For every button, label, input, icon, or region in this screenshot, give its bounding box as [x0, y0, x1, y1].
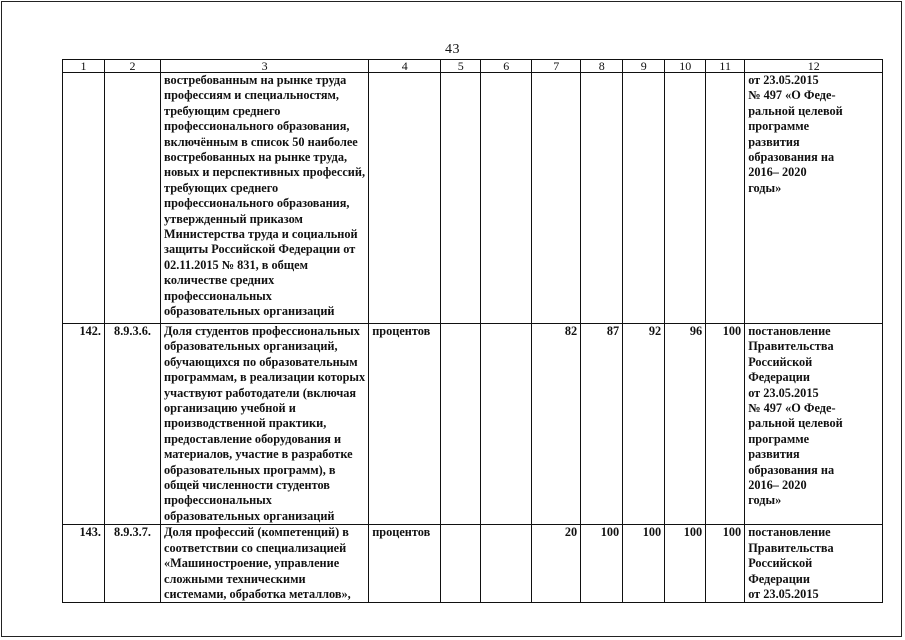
value-cell: [441, 73, 481, 324]
doc-line: годы»: [748, 180, 782, 195]
text-line: профессиональных: [164, 288, 272, 303]
row-number: 143.: [63, 525, 105, 603]
column-header: 11: [706, 60, 745, 73]
column-header: 5: [441, 60, 481, 73]
text-line: сложными техническими: [164, 571, 306, 586]
legal-basis-cell: [745, 324, 883, 525]
doc-line: Федерации: [748, 370, 810, 385]
doc-line: 2016– 2020: [748, 478, 807, 493]
doc-line: Федерации: [748, 571, 810, 586]
legal-basis-cell: [745, 73, 883, 324]
column-header: 2: [105, 60, 161, 73]
text-line: профессионального образования,: [164, 119, 350, 134]
text-line: «Машиностроение, управление: [164, 556, 340, 571]
doc-line: программе: [748, 431, 810, 446]
column-header: 10: [665, 60, 706, 73]
value-cell: [441, 324, 481, 525]
indicator-text: [161, 525, 369, 603]
doc-line: образования на: [748, 150, 835, 165]
column-header: 3: [161, 60, 369, 73]
value-cell: [481, 324, 532, 525]
doc-line: 2016– 2020: [748, 165, 807, 180]
row-number: [63, 73, 105, 324]
doc-line: постановление: [748, 324, 831, 338]
doc-line: постановление: [748, 525, 831, 540]
column-header: 6: [481, 60, 532, 73]
text-line: требующим среднего: [164, 103, 281, 118]
text-line: производственной практики,: [164, 416, 327, 431]
doc-line: образования на: [748, 462, 835, 477]
text-line: защиты Российской Федерации от: [164, 242, 356, 257]
text-line: новых и перспективных профессий,: [164, 165, 366, 180]
column-number-row: [63, 60, 883, 73]
indicator-text: [161, 324, 369, 525]
indicator-code: 8.9.3.7.: [105, 525, 161, 603]
doc-line: Российской: [748, 354, 813, 369]
text-line: требующих среднего: [164, 180, 279, 195]
text-line: материалов, участие в разработке: [164, 447, 353, 462]
text-line: включённым в список 50 наиболее: [164, 134, 358, 149]
value-cell: [481, 73, 532, 324]
text-line: предоставление оборудования и: [164, 431, 342, 446]
column-header: 12: [745, 60, 883, 73]
column-header: 4: [369, 60, 441, 73]
text-line: количестве средних: [164, 273, 275, 288]
legal-basis-cell: [745, 525, 883, 603]
value-cell: 100: [665, 525, 706, 603]
text-line: соответствии со специализацией: [164, 540, 347, 555]
text-line: образовательных организаций,: [164, 339, 338, 354]
unit-cell: [369, 73, 441, 324]
value-cell: 92: [623, 324, 665, 525]
column-header: 8: [581, 60, 623, 73]
text-line: обучающихся по образовательным: [164, 354, 358, 369]
value-cell: 100: [623, 525, 665, 603]
doc-line: Правительства: [748, 339, 834, 354]
column-header: 7: [532, 60, 581, 73]
unit-cell: процентов: [369, 324, 441, 525]
text-line: общей численности студентов: [164, 478, 330, 493]
doc-line: № 497 «О Феде-: [748, 401, 836, 416]
doc-line: ральной целевой: [748, 103, 843, 118]
text-line: системами, обработка металлов»,: [164, 586, 351, 601]
text-line: профессиям и специальностям,: [164, 88, 339, 103]
text-line: Доля профессий (компетенций) в: [164, 525, 349, 540]
value-cell: [665, 73, 706, 324]
page-number: 43: [445, 42, 460, 57]
doc-line: от 23.05.2015: [748, 586, 819, 601]
value-cell: 96: [665, 324, 706, 525]
value-cell: 82: [532, 324, 581, 525]
doc-line: Российской: [748, 556, 813, 571]
indicator-code: 8.9.3.6.: [105, 324, 161, 525]
value-cell: 100: [706, 324, 745, 525]
value-cell: 87: [581, 324, 623, 525]
doc-line: развития: [748, 134, 800, 149]
row-number: 142.: [63, 324, 105, 525]
value-cell: 20: [532, 525, 581, 603]
doc-line: № 497 «О Феде-: [748, 88, 836, 103]
table-row: [63, 525, 883, 603]
text-line: 02.11.2015 № 831, в общем: [164, 257, 308, 272]
doc-line: программе: [748, 119, 810, 134]
table-row: [63, 324, 883, 525]
column-header: 1: [63, 60, 105, 73]
unit-cell: процентов: [369, 525, 441, 603]
text-line: востребованным на рынке труда: [164, 73, 347, 87]
text-line: профессиональных: [164, 493, 272, 508]
text-line: образовательных программ), в: [164, 462, 336, 477]
doc-line: от 23.05.2015: [748, 73, 819, 87]
text-line: образовательных организаций: [164, 304, 335, 319]
text-line: образовательных организаций: [164, 508, 335, 523]
doc-line: от 23.05.2015: [748, 385, 819, 400]
text-line: программам, в реализации которых: [164, 370, 366, 385]
text-line: организацию учебной и: [164, 401, 296, 416]
indicator-code: [105, 73, 161, 324]
table-row: [63, 73, 883, 324]
text-line: участвуют работодатели (включая: [164, 385, 357, 400]
value-cell: [441, 525, 481, 603]
column-header: 9: [623, 60, 665, 73]
doc-line: Правительства: [748, 540, 834, 555]
value-cell: [532, 73, 581, 324]
text-line: Министерства труда и социальной: [164, 227, 358, 242]
value-cell: 100: [581, 525, 623, 603]
value-cell: 100: [706, 525, 745, 603]
text-line: востребованных на рынке труда,: [164, 150, 348, 165]
value-cell: [581, 73, 623, 324]
doc-line: развития: [748, 447, 800, 462]
doc-line: ральной целевой: [748, 416, 843, 431]
value-cell: [623, 73, 665, 324]
indicator-table: [62, 59, 883, 603]
text-line: профессионального образования,: [164, 196, 350, 211]
text-line: утвержденный приказом: [164, 211, 303, 226]
value-cell: [706, 73, 745, 324]
doc-line: годы»: [748, 493, 782, 508]
indicator-text: [161, 73, 369, 324]
text-line: Доля студентов профессиональных: [164, 324, 360, 338]
value-cell: [481, 525, 532, 603]
